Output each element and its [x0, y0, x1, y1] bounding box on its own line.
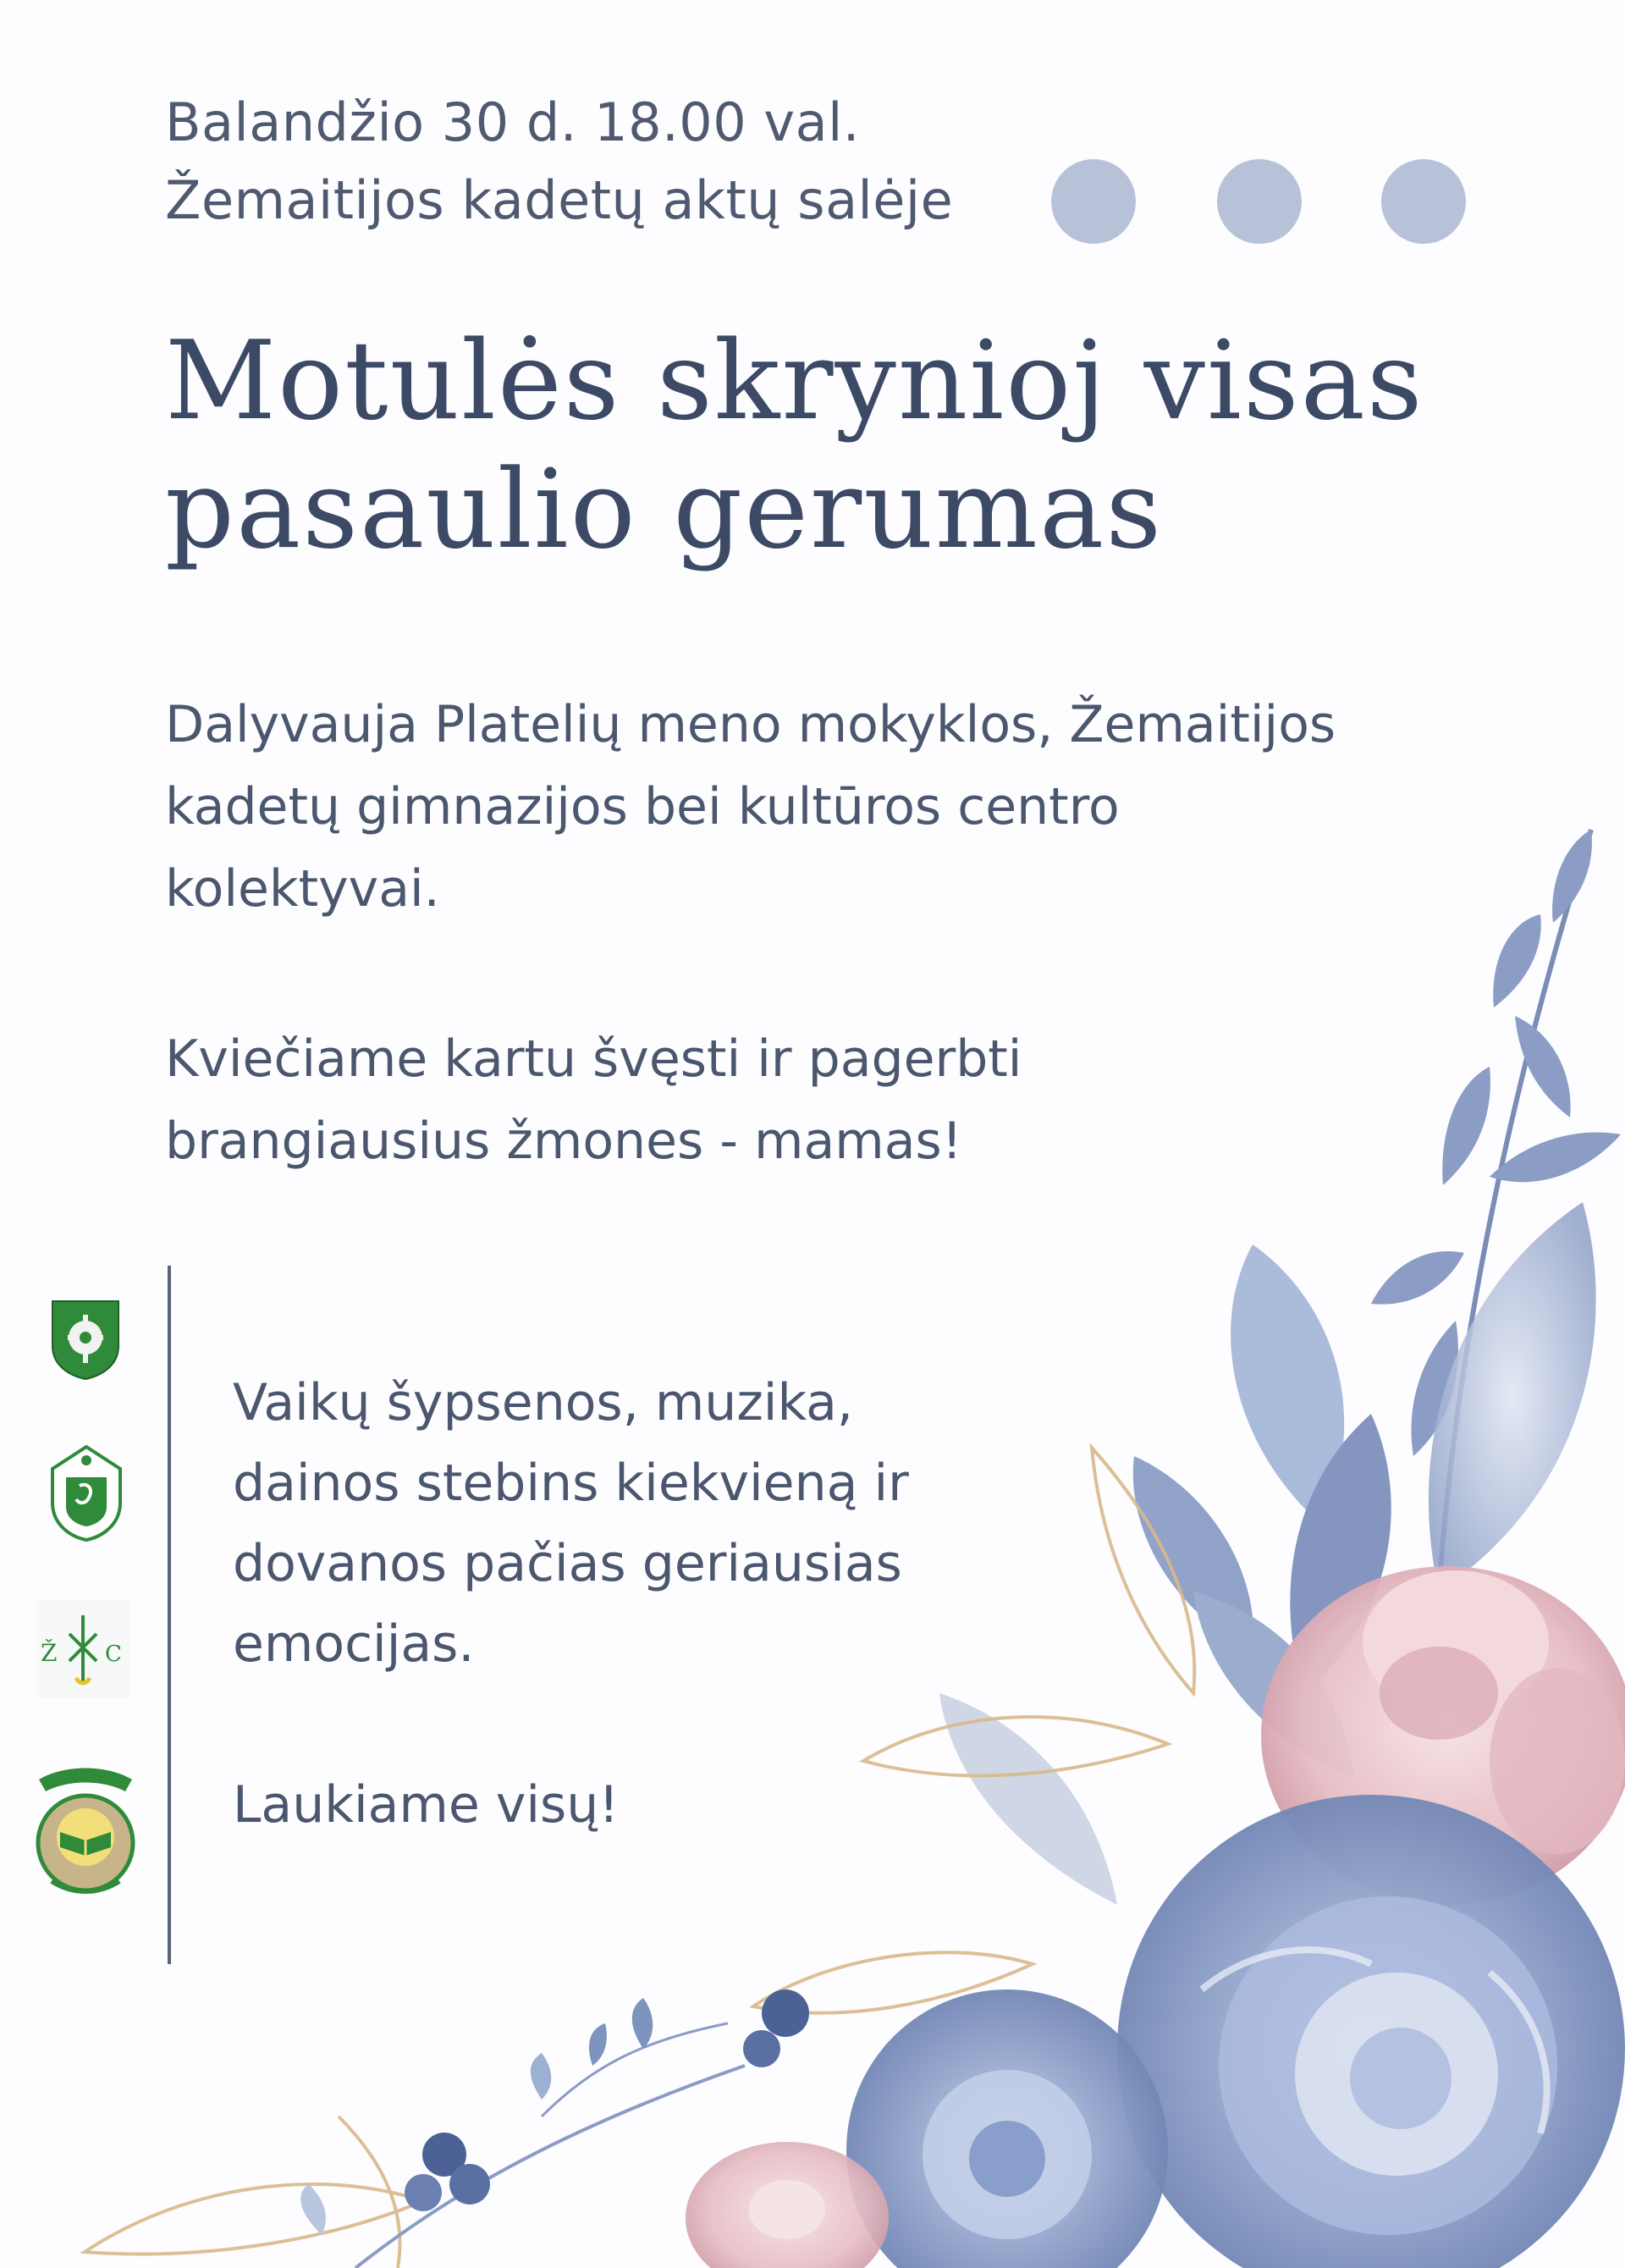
- blue-rose: [1117, 1795, 1625, 2268]
- participants-line: kadetų gimnazijos bei kultūros centro: [165, 777, 1120, 836]
- pink-peony: [1261, 1566, 1625, 1905]
- participants-line: kolektyvai.: [165, 859, 440, 919]
- logo-letter-z: Ž: [41, 1639, 58, 1667]
- program-line: Vaikų šypsenos, muzika,: [233, 1373, 854, 1432]
- blue-flower-small: [846, 1989, 1168, 2268]
- decorative-dot: [1051, 159, 1136, 244]
- program-description: [233, 1363, 1079, 1685]
- invitation-line: brangiausius žmones - mamas!: [165, 1112, 962, 1171]
- logo-letter-c: C: [105, 1642, 122, 1667]
- event-date: Balandžio 30 d. 18.00 val.: [165, 91, 860, 153]
- decorative-dot: [1217, 159, 1302, 244]
- invitation-line: Kviečiame kartu švęsti ir pagerbti: [165, 1029, 1022, 1089]
- poster-title: [165, 317, 1435, 575]
- title-line: pasaulio gerumas: [165, 447, 1163, 573]
- pink-blossom: [686, 2142, 889, 2268]
- cadet-gymnasium-logo: [49, 1443, 124, 1543]
- title-line: Motulės skrynioj visas: [165, 318, 1424, 444]
- event-venue: Žemaitijos kadetų aktų salėje: [165, 169, 954, 231]
- art-school-logo: [30, 1763, 140, 1898]
- vertical-divider: [168, 1266, 171, 1964]
- program-line: dainos stebins kiekvieną ir: [233, 1454, 909, 1513]
- leaf-stem-group: [1371, 830, 1621, 1592]
- invitation-paragraph: [165, 1018, 1435, 1183]
- participants-paragraph: [165, 684, 1435, 930]
- program-line: dovanos pačias geriausias: [233, 1534, 902, 1593]
- culture-center-logo: [36, 1600, 130, 1697]
- participants-line: Dalyvauja Platelių meno mokyklos, Žemaitijos: [165, 695, 1336, 754]
- berry-branch: [300, 1989, 809, 2268]
- program-line: emocijas.: [233, 1614, 475, 1674]
- decorative-dot: [1381, 159, 1466, 244]
- welcome-text: Laukiame visų!: [233, 1775, 620, 1835]
- municipality-coat-of-arms-logo: [51, 1300, 120, 1380]
